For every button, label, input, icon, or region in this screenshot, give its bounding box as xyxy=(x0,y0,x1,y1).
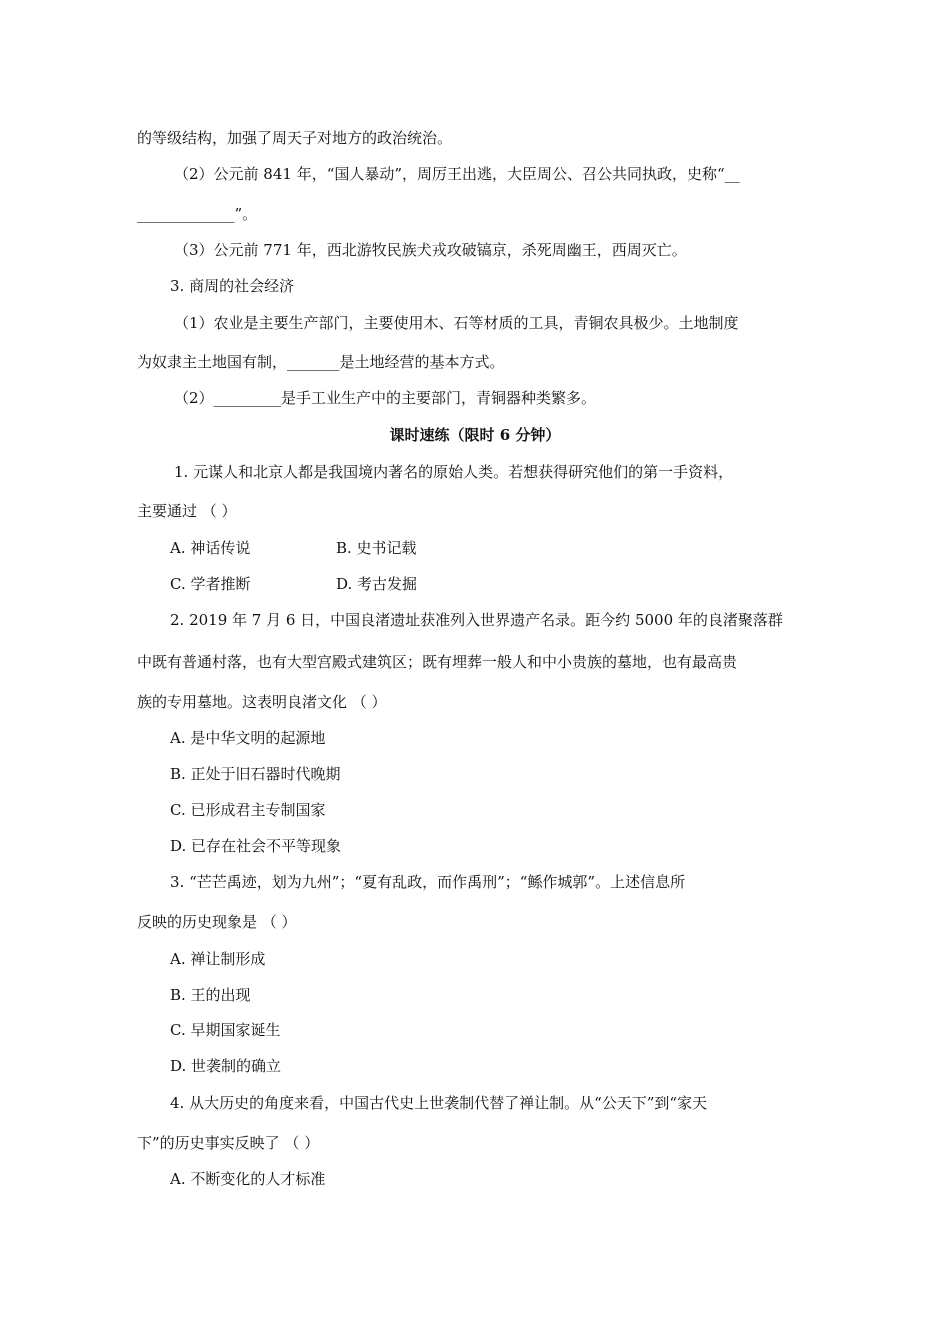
paragraph-line: _____________”。 xyxy=(137,205,258,223)
option-a: A. 禅让制形成 xyxy=(170,950,266,968)
paragraph-line: （3）公元前 771 年，西北游牧民族犬戎攻破镐京，杀死周幽王，西周灭亡。 xyxy=(174,241,687,259)
option-a: A. 不断变化的人才标准 xyxy=(170,1170,326,1188)
question-line: 中既有普通村落，也有大型宫殿式建筑区；既有埋葬一般人和中小贵族的墓地，也有最高贵 xyxy=(137,653,738,671)
option-d: D. 已存在社会不平等现象 xyxy=(170,837,342,855)
option-a: A. 是中华文明的起源地 xyxy=(170,729,326,747)
subheading: 3. 商周的社会经济 xyxy=(170,277,295,295)
option-a: A. 神话传说 xyxy=(170,539,251,557)
option-c: C. 早期国家诞生 xyxy=(170,1021,281,1039)
option-b: B. 史书记载 xyxy=(336,539,417,557)
paragraph-line: 为奴隶主土地国有制，_______是土地经营的基本方式。 xyxy=(137,353,505,371)
paragraph-line: （2）_________是手工业生产中的主要部门，青铜器种类繁多。 xyxy=(174,389,597,407)
question-line: 主要通过 （ ） xyxy=(137,502,237,520)
paragraph-line: （2）公元前 841 年，“国人暴动”，周厉王出逃，大臣周公、召公共同执政，史称“__ xyxy=(174,165,740,183)
option-b: B. 正处于旧石器时代晚期 xyxy=(170,765,341,783)
question-line: 4. 从大历史的角度来看，中国古代史上世袭制代替了禅让制。从“公天下”到“家天 xyxy=(170,1094,708,1112)
paragraph-line: 的等级结构，加强了周天子对地方的政治统治。 xyxy=(137,129,453,147)
question-line: 3. “芒芒禹迹，划为九州”；“夏有乱政，而作禹刑”；“鲧作城郭”。上述信息所 xyxy=(170,873,686,891)
question-line: 反映的历史现象是 （ ） xyxy=(137,913,297,931)
option-b: B. 王的出现 xyxy=(170,986,251,1004)
option-d: D. 世袭制的确立 xyxy=(170,1057,282,1075)
option-c: C. 学者推断 xyxy=(170,575,251,593)
question-line: 2. 2019 年 7 月 6 日，中国良渚遗址获准列入世界遗产名录。距今约 5000 年的良渚聚落群 xyxy=(170,611,783,629)
paragraph-line: （1）农业是主要生产部门，主要使用木、石等材质的工具，青铜农具极少。土地制度 xyxy=(174,314,739,332)
question-line: 下”的历史事实反映了 （ ） xyxy=(137,1134,320,1152)
question-line: 1. 元谋人和北京人都是我国境内著名的原始人类。若想获得研究他们的第一手资料， xyxy=(174,463,734,481)
option-d: D. 考古发掘 xyxy=(336,575,418,593)
section-title: 课时速练（限时 6 分钟） xyxy=(389,426,561,444)
option-c: C. 已形成君主专制国家 xyxy=(170,801,326,819)
question-line: 族的专用墓地。这表明良渚文化 （ ） xyxy=(137,693,387,711)
